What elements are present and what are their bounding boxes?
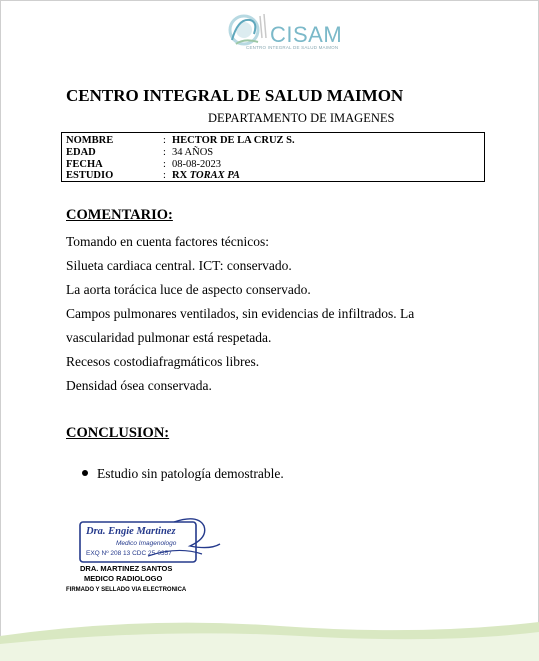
comment-line: Campos pulmonares ventilados, sin evidencias de infiltrados. La	[66, 306, 415, 321]
signer-role: MEDICO RADIOLOGO	[84, 574, 163, 583]
stamp-name: Dra. Engie Martinez	[86, 526, 176, 537]
comment-line: La aorta torácica luce de aspecto conservado.	[66, 282, 311, 297]
study-suffix: TORAX PA	[189, 170, 240, 181]
logo-text: CISAM	[270, 22, 343, 47]
patient-label: FECHA	[66, 159, 103, 170]
conclusion-item: Estudio sin patología demostrable.	[97, 466, 284, 481]
page-title: CENTRO INTEGRAL DE SALUD MAIMON	[66, 86, 404, 105]
logo-subtitle: CENTRO INTEGRAL DE SALUD MAIMON	[246, 45, 339, 50]
patient-colon: :	[163, 135, 166, 146]
patient-label: ESTUDIO	[66, 170, 114, 181]
bullet-icon	[82, 470, 88, 476]
study-prefix: RX	[172, 170, 188, 181]
comment-line: Silueta cardiaca central. ICT: conservado.	[66, 258, 292, 273]
footer-wave-decoration	[0, 614, 539, 661]
patient-colon: :	[163, 159, 166, 170]
stamp-exequatur: EXQ Nº 208 13 CDC 25-0357	[86, 550, 172, 557]
stamp-role: Medico Imagenologo	[116, 540, 177, 547]
signer-name: DRA. MARTINEZ SANTOS	[80, 564, 173, 573]
patient-label: NOMBRE	[66, 135, 114, 146]
conclusion-heading: CONCLUSION:	[66, 425, 170, 441]
patient-value	[172, 170, 240, 182]
comment-line: vascularidad pulmonar está respetada.	[66, 330, 272, 345]
patient-colon: :	[163, 170, 166, 181]
comment-line: Densidad ósea conservada.	[66, 378, 212, 393]
patient-label: EDAD	[66, 147, 96, 158]
signature-note: FIRMADO Y SELLADO VIA ELECTRONICA	[66, 587, 187, 593]
comment-line: Tomando en cuenta factores técnicos:	[66, 234, 269, 249]
patient-value: HECTOR DE LA CRUZ S.	[172, 135, 295, 146]
department-title: DEPARTAMENTO DE IMAGENES	[208, 111, 395, 125]
patient-value: 08-08-2023	[172, 159, 221, 170]
patient-info-box	[61, 132, 485, 182]
comment-line: Recesos costodiafragmáticos libres.	[66, 354, 260, 369]
patient-value: 34 AÑOS	[172, 147, 214, 158]
comment-heading: COMENTARIO:	[66, 207, 173, 223]
patient-colon: :	[163, 147, 166, 158]
